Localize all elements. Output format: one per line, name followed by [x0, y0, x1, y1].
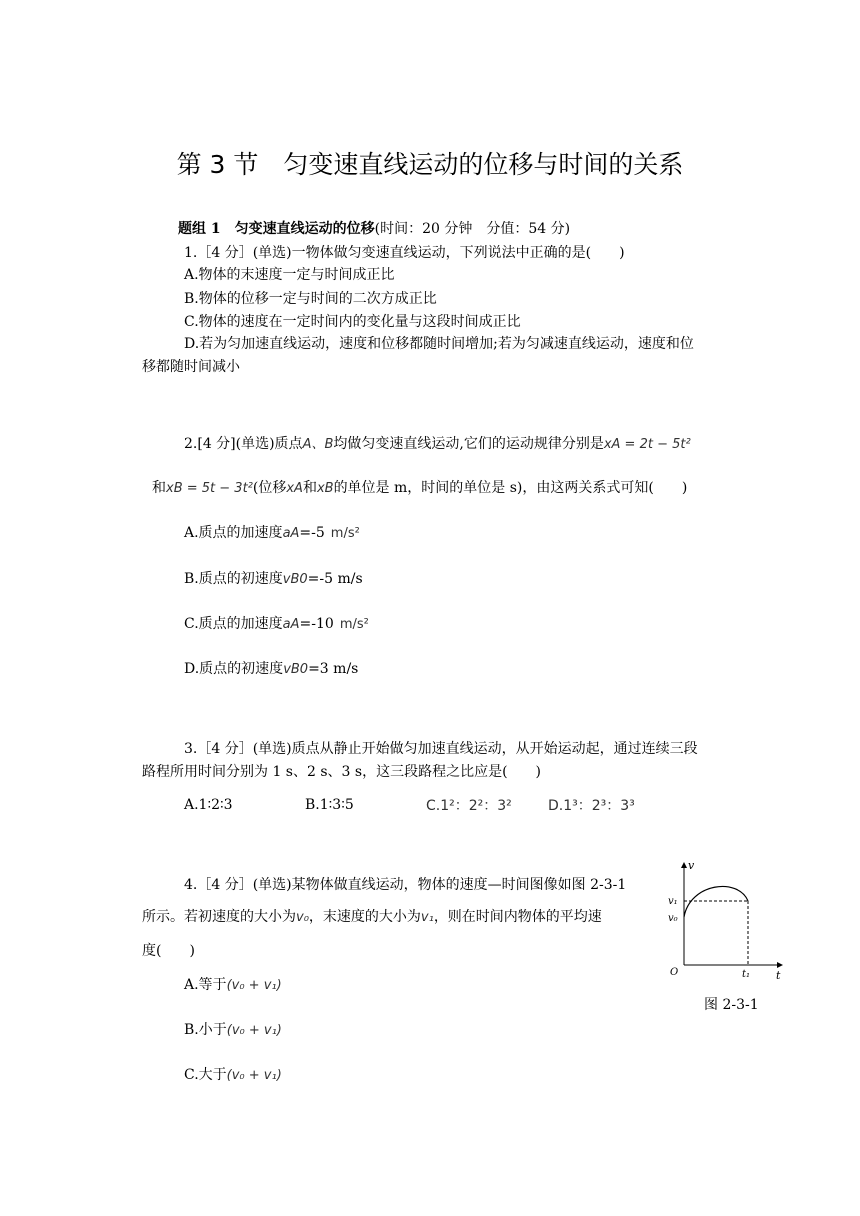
q2-d-val: =3 m/s	[308, 661, 359, 677]
q4-stem-line3: 度( )	[142, 943, 195, 959]
group-label: 题组 1 匀变速直线运动的位移	[178, 221, 375, 237]
q2-and2: 和	[302, 480, 317, 496]
q2-a-val: =-5	[299, 525, 325, 541]
group-meta: (时间：20 分钟 分值：54 分)	[374, 221, 571, 237]
t-axis-label: t	[776, 969, 781, 982]
q2-b-sym: vB0	[282, 572, 308, 587]
q4-v0: v₀	[296, 910, 309, 925]
q2-option-c	[184, 615, 369, 634]
q2-stem-mid: 均做匀变速直线运动,它们的运动规律分别是	[333, 436, 604, 452]
q2-equation-a: xA = 2t − 5t²	[603, 437, 691, 452]
q2-a-unit: m/s²	[330, 526, 360, 541]
q3-stem-line1: 3.［4 分］(单选)质点从静止开始做匀加速直线运动，从开始运动起，通过连续三段	[184, 741, 698, 757]
q2-stem-line2	[152, 479, 687, 498]
q1-stem: 1.［4 分］(单选)一物体做匀变速直线运动，下列说法中正确的是( )	[184, 245, 625, 261]
q2-stem-start: 2.[4 分](单选)质点	[184, 436, 303, 452]
q2-b-val: =-5 m/s	[307, 571, 363, 587]
q4-stem-line1: 4.［4 分］(单选)某物体做直线运动，物体的速度—时间图像如图 2-3-1	[184, 877, 627, 893]
q1-option-b: B.物体的位移一定与时间的二次方成正比	[184, 291, 437, 307]
q2-stem-line1	[184, 435, 691, 454]
group-heading	[178, 220, 570, 238]
origin-label: O	[670, 967, 679, 978]
q2-c-pre: C.质点的加速度	[184, 616, 283, 632]
q2-b-pre: B.质点的初速度	[184, 571, 283, 587]
q2-option-b	[184, 570, 363, 589]
q2-equation-b: xB = 5t − 3t²	[166, 481, 253, 496]
v1-label: v₁	[668, 896, 678, 907]
q2-xb: xB	[316, 481, 334, 496]
q2-stem-end: 的单位是 m，时间的单位是 s)，由这两关系式可知( )	[333, 480, 688, 496]
q4-stem2-start: 所示。若初速度的大小为	[142, 909, 296, 925]
q2-xa: xA	[286, 481, 303, 496]
q4-c-sum: (v₀ + v₁)	[226, 1068, 282, 1083]
q2-a-sym: aA	[282, 526, 300, 541]
q3-option-c: C.1²：2²：3²	[426, 798, 512, 814]
q4-a-pre: A.等于	[184, 977, 227, 993]
q2-c-val: =-10	[299, 616, 334, 632]
v0-label: v₀	[668, 913, 678, 924]
q2-c-sym: aA	[282, 617, 300, 632]
q2-disp-open: (位移	[252, 480, 287, 496]
q2-c-unit: m/s²	[339, 617, 369, 632]
velocity-time-graph	[660, 855, 790, 985]
q4-option-b	[184, 1021, 282, 1040]
q3-option-b: B.1∶3∶5	[305, 797, 354, 813]
q2-and: 和	[152, 480, 166, 496]
t1-label: t₁	[742, 969, 751, 980]
page-title: 第 3 节 匀变速直线运动的位移与时间的关系	[176, 150, 684, 179]
q4-option-a	[184, 976, 282, 995]
q1-option-d-line1: D.若为匀加速直线运动，速度和位移都随时间增加;若为匀减速直线运动，速度和位	[184, 336, 694, 352]
q4-stem2-mid: ，末速度的大小为	[308, 909, 421, 925]
q2-option-d	[184, 660, 358, 679]
q2-option-a	[184, 524, 360, 543]
q4-c-pre: C.大于	[184, 1067, 227, 1083]
velocity-curve	[684, 886, 748, 917]
q4-stem2-end: ，则在时间内物体的平均速	[433, 909, 602, 925]
q3-option-d: D.1³：2³：3³	[548, 798, 635, 814]
q2-d-pre: D.质点的初速度	[184, 661, 284, 677]
q4-v1: v₁	[420, 910, 434, 925]
q4-b-pre: B.小于	[184, 1022, 227, 1038]
q4-option-c	[184, 1066, 282, 1085]
q1-option-c: C.物体的速度在一定时间内的变化量与这段时间成正比	[184, 314, 521, 330]
q3-option-a: A.1∶2∶3	[184, 797, 233, 813]
q2-a-pre: A.质点的加速度	[184, 525, 283, 541]
q4-stem-line2	[142, 908, 602, 927]
q1-option-d-line2: 移都随时间减小	[142, 359, 240, 375]
q4-a-sum: (v₀ + v₁)	[226, 978, 282, 993]
figure-caption: 图 2-3-1	[704, 997, 759, 1013]
q3-stem-line2: 路程所用时间分别为 1 s、2 s、3 s，这三段路程之比应是( )	[142, 764, 541, 780]
q4-b-sum: (v₀ + v₁)	[226, 1023, 282, 1038]
v-axis-label: v	[688, 859, 695, 872]
q2-points: A、B	[302, 437, 334, 452]
q2-d-sym: vB0	[283, 662, 309, 677]
q1-option-a: A.物体的末速度一定与时间成正比	[184, 267, 395, 283]
